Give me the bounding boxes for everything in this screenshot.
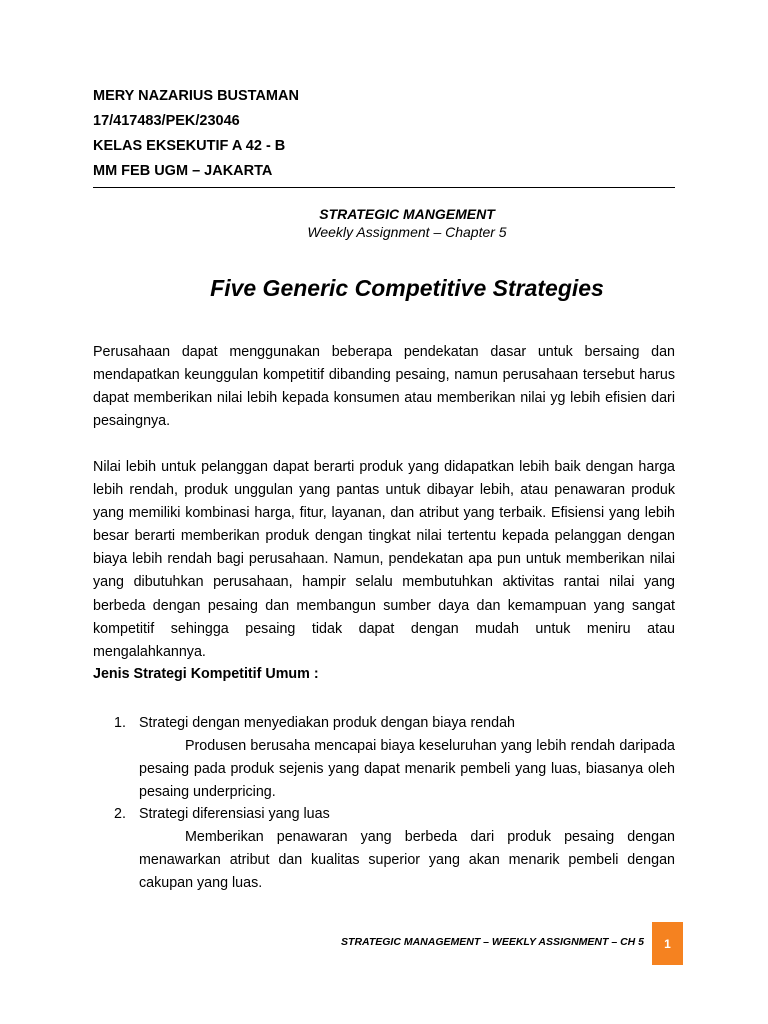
list-item-body: Memberikan penawaran yang berbeda dari produk pesaing dengan menawarkan atribut dan kualitas superior yang akan menarik pembeli dengan cakupan yang luas. <box>139 829 675 892</box>
course-title: STRATEGIC MANGEMENT <box>319 206 495 222</box>
list-item-number: 1. <box>114 715 126 731</box>
list-item-body: Produsen berusaha mencapai biaya keseluruhan yang lebih rendah daripada pesaing pada produk sejenis yang dapat menarik pembeli yang luas, biasanya oleh pesaing underpricing. <box>139 738 675 801</box>
author-header <box>93 84 675 184</box>
page-number-badge: 1 <box>652 922 683 965</box>
program-name: MM FEB UGM – JAKARTA <box>93 163 273 179</box>
course-subtitle: Weekly Assignment – Chapter 5 <box>307 224 507 240</box>
header-divider <box>93 187 675 188</box>
list-item-title: Strategi dengan menyediakan produk dengan biaya rendah <box>139 715 515 731</box>
author-name: MERY NAZARIUS BUSTAMAN <box>93 88 299 104</box>
section-heading: Jenis Strategi Kompetitif Umum : <box>93 666 319 682</box>
paragraph-value: Nilai lebih untuk pelanggan dapat berarti produk yang didapatkan lebih baik dengan harga lebih rendah, produk unggulan yang pantas untuk dibayar lebih, atau penawaran produk yang memiliki kombinasi harga, fitur, layanan, dan atribut yang terbaik. Efisiensi yang lebih besar berarti memberikan produk dengan tingkat nilai tertentu kepada pelanggan dengan biaya lebih rendah bagi perusahaan. Namun, pendekatan apa pun untuk memberikan nilai yang dibutuhkan perusahaan, hampir selalu membutuhkan aktivitas rantai nilai yang berbeda dengan pesaing dan membangun sumber daya dan kemampuan yang sangat kompetitif sehingga pesaing tidak dapat dengan mudah untuk meniru atau mengalahkannya. <box>93 459 675 660</box>
student-id: 17/417483/PEK/23046 <box>93 113 240 129</box>
paragraph-intro: Perusahaan dapat menggunakan beberapa pendekatan dasar untuk bersaing dan mendapatkan keunggulan kompetitif dibanding pesaing, namun perusahaan tersebut harus dapat memberikan nilai lebih kepada konsumen atau memberikan nilai yg lebih efisien dari pesaingnya. <box>93 344 675 430</box>
document-title: Five Generic Competitive Strategies <box>210 275 604 301</box>
page-footer: STRATEGIC MANAGEMENT – WEEKLY ASSIGNMENT – CH 5 <box>341 936 644 948</box>
list-item-number: 2. <box>114 806 126 822</box>
class-name: KELAS EKSEKUTIF A 42 - B <box>93 138 286 154</box>
list-item-title: Strategi diferensiasi yang luas <box>139 806 330 822</box>
